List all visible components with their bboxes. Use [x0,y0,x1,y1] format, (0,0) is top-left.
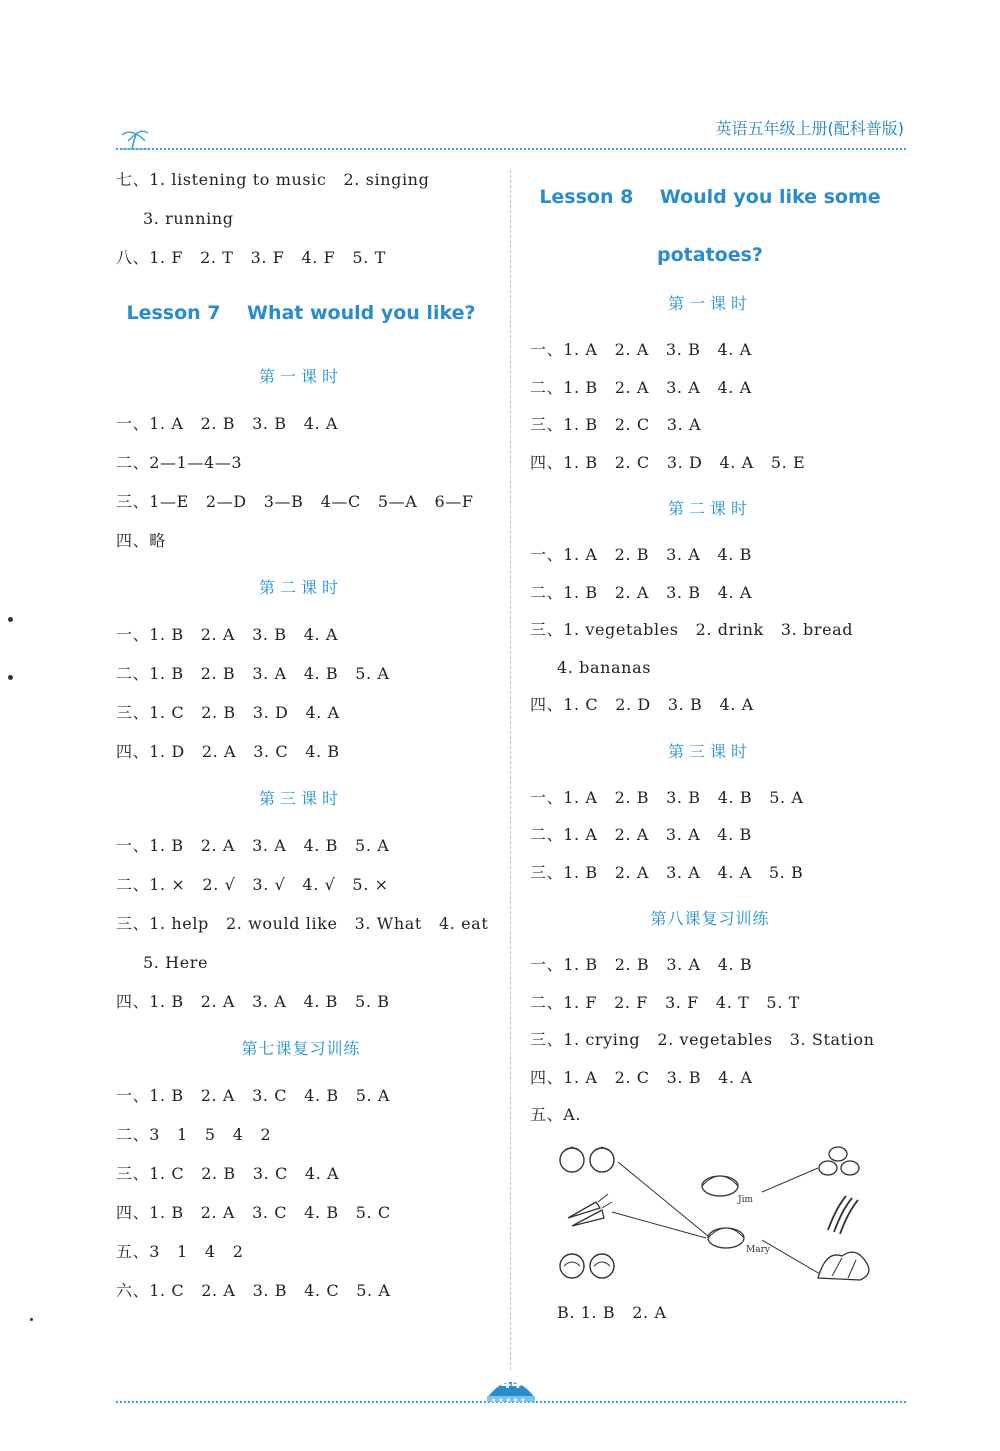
leafy-vegetables-icon [818,1252,869,1280]
palm-tree-icon [118,128,150,150]
binding-mark [30,1318,33,1321]
header-divider [116,148,906,150]
answer-line: 五、3 1 4 2 [116,1242,244,1261]
answer-line: 一、1. B 2. A 3. B 4. A [116,625,339,644]
lesson-8-title-line1: Lesson 8 Would you like some [539,186,881,208]
answer-line: 一、1. B 2. B 3. A 4. B [530,955,753,974]
answer-line: 三、1. help 2. would like 3. What 4. eat [116,914,489,933]
answer-line: 二、1. A 2. A 3. A 4. B [530,825,752,844]
answer-line: 五、A. [530,1105,582,1124]
section-title-lesson8-period3: 第三课时 [667,741,752,761]
answer-line: 二、1. × 2. √ 3. √ 4. √ 5. × [116,875,389,894]
answer-line: 四、略 [116,531,166,550]
answer-line: 一、1. A 2. B 3. B 4. A [116,414,339,433]
answer-line: 一、1. A 2. B 3. A 4. B [530,545,753,564]
lesson-8-title-line2: potatoes? [657,244,763,266]
answer-line: 四、1. C 2. D 3. B 4. A [530,695,754,714]
answer-line: 四、1. B 2. A 3. A 4. B 5. B [116,992,390,1011]
answer-line: 一、1. B 2. A 3. C 4. B 5. A [116,1086,391,1105]
section-title-lesson8-review: 第八课复习训练 [650,909,770,928]
answer-line: 四、1. A 2. C 3. B 4. A [530,1067,753,1087]
answer-line: 一、1. A 2. B 3. B 4. B 5. A [530,787,804,807]
answer-line: 4. bananas [557,657,652,677]
carrots-icon [568,1194,612,1226]
answer-line: 三、1. B 2. A 3. A 4. A 5. B [530,862,804,882]
answer-line: 二、1. F 2. F 3. F 4. T 5. T [530,992,800,1012]
answer-line: 一、1. A 2. A 3. B 4. A [530,340,752,359]
answer-line: 七、1. listening to music 2. singing [116,170,430,189]
left-column [116,160,489,1310]
answer-line: 四、1. B 2. C 3. D 4. A 5. E [530,452,806,472]
section-title-lesson7-period1: 第一课时 [258,367,343,386]
answer-line: B. 1. B 2. A [557,1302,667,1322]
jim-label: Jim [738,1194,754,1205]
basket-icon [702,1176,744,1248]
binding-mark [8,675,13,680]
answer-line: 二、1. B 2. B 3. A 4. B 5. A [116,664,390,683]
potatoes-icon [819,1147,859,1175]
green-beans-icon [828,1196,858,1234]
answer-line: 3. running [143,209,234,228]
answer-line: 三、1. crying 2. vegetables 3. Station [530,1030,875,1049]
answer-line: 三、1. C 2. B 3. D 4. A [116,703,340,722]
answer-line: 六、1. C 2. A 3. B 4. C 5. A [116,1281,391,1300]
answer-line: 二、1. B 2. A 3. B 4. A [530,582,753,602]
matching-diagram [556,1138,886,1288]
answer-line: 三、1. B 2. C 3. A [530,415,702,434]
right-column [530,160,890,1331]
answer-line: 三、1. vegetables 2. drink 3. bread [530,620,854,639]
binding-mark [8,617,13,622]
book-title: 英语五年级上册(配科普版) [715,119,904,138]
lesson-7-title: Lesson 7 What would you like? [126,302,476,324]
answer-line: 一、1. B 2. A 3. A 4. B 5. A [116,836,390,855]
mary-label: Mary [746,1244,770,1255]
answer-line: 三、1. C 2. B 3. C 4. A [116,1164,340,1183]
answer-line: 八、1. F 2. T 3. F 4. F 5. T [116,248,386,267]
cabbages-icon [560,1254,614,1278]
answer-line: 二、3 1 5 4 2 [116,1125,272,1144]
matching-lines [556,1138,886,1288]
answer-line: 二、2—1—4—3 [116,453,243,472]
section-title-lesson8-period2: 第二课时 [667,499,752,518]
answer-line: 四、1. D 2. A 3. C 4. B [116,742,340,761]
svg-text:★ ★ ★ ★ ★: ★ ★ ★ ★ ★ [491,1397,526,1404]
section-title-lesson7-review: 第七课复习训练 [241,1039,361,1058]
section-title-lesson7-period2: 第二课时 [258,578,343,597]
page-number: 44 [500,1374,522,1392]
answer-line: 5. Here [143,953,209,972]
section-title-lesson7-period3: 第三课时 [258,789,343,808]
answer-line: 二、1. B 2. A 3. A 4. A [530,377,752,397]
column-divider [510,170,511,1370]
answer-line: 三、1—E 2—D 3—B 4—C 5—A 6—F [116,492,474,511]
answer-line: 四、1. B 2. A 3. C 4. B 5. C [116,1203,391,1222]
tomatoes-icon [560,1147,614,1172]
section-title-lesson8-period1: 第一课时 [667,294,752,313]
